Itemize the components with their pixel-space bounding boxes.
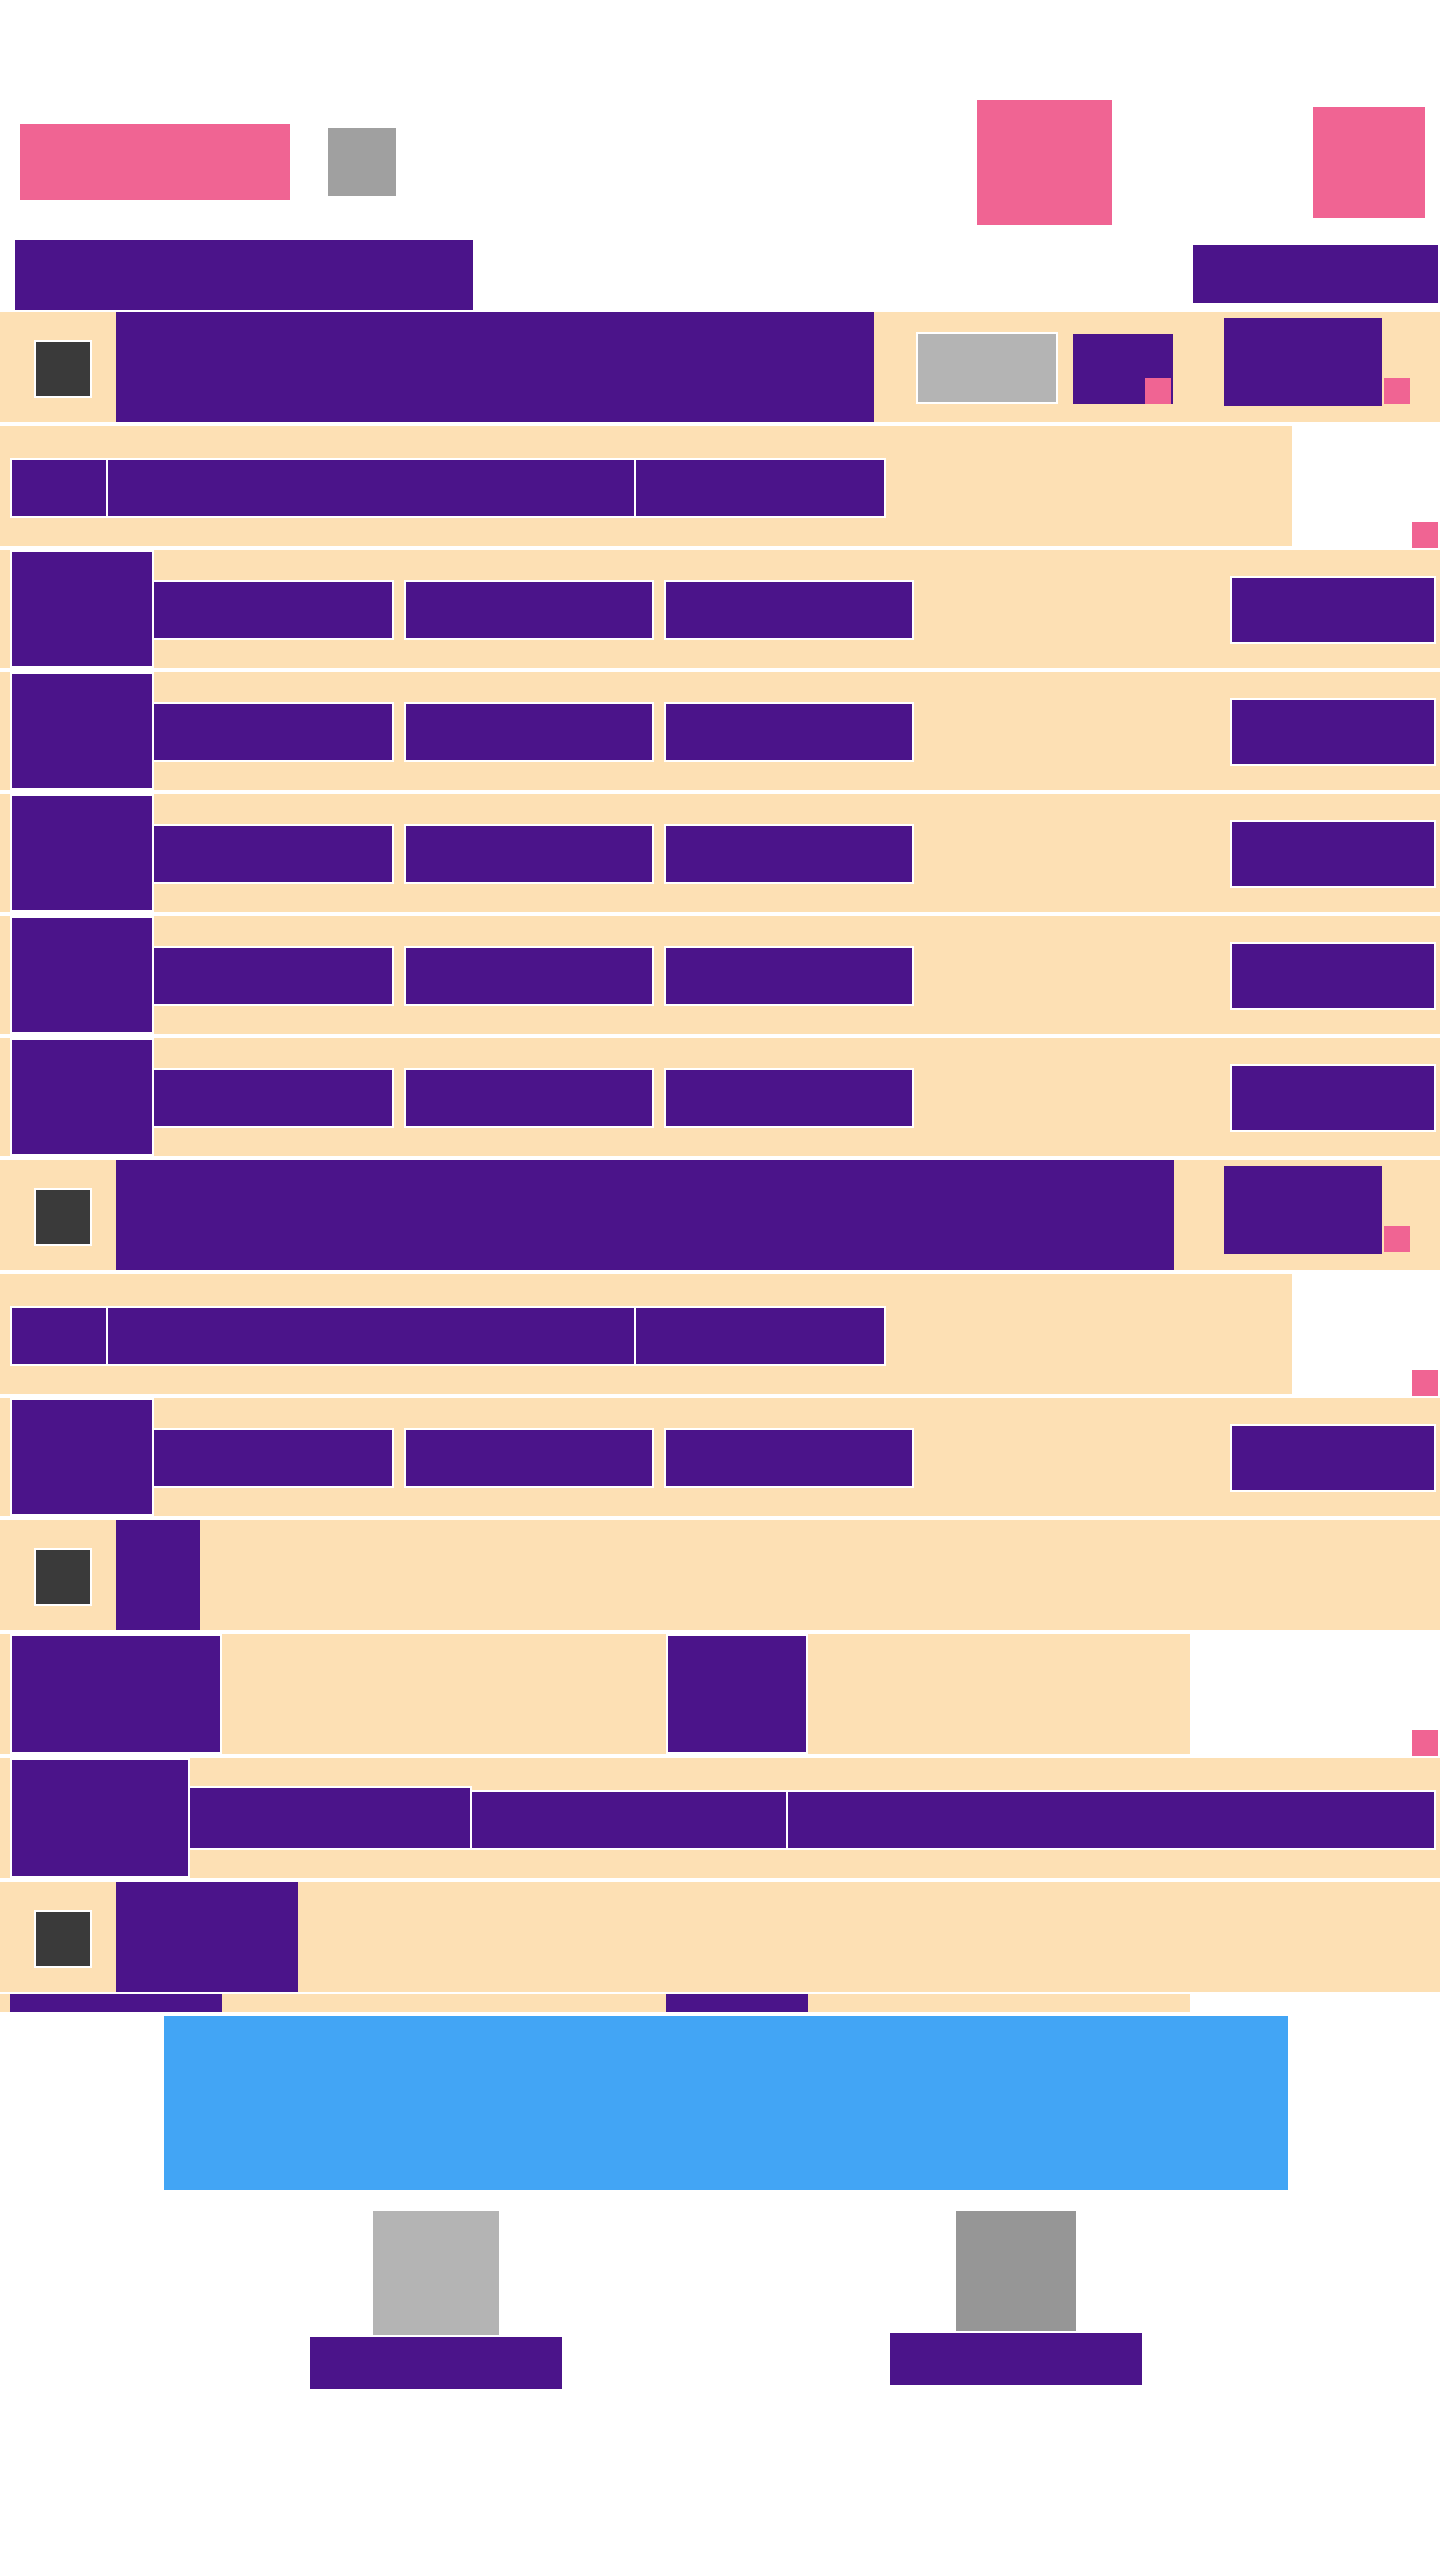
row-action-button[interactable]: [1230, 1064, 1436, 1132]
row-action-button[interactable]: [1230, 820, 1436, 888]
split-row[interactable]: [0, 1632, 1440, 1756]
row-action-button[interactable]: [1230, 942, 1436, 1010]
row-thumbnail: [10, 550, 154, 668]
row-cell: [404, 1068, 654, 1128]
row-cell: [664, 1428, 914, 1488]
row-cell: [664, 702, 914, 762]
section-icon: [34, 1188, 92, 1246]
column-header[interactable]: [634, 458, 886, 518]
column-header[interactable]: [106, 458, 636, 518]
scroll-handle[interactable]: [1412, 522, 1438, 548]
page-title: [15, 240, 473, 310]
row-cell: [664, 580, 914, 640]
row-cell: [152, 1068, 394, 1128]
section-header: [0, 310, 1440, 424]
row-cell: [664, 824, 914, 884]
scroll-track: [1190, 1994, 1440, 2012]
section-icon: [34, 1548, 92, 1606]
row-thumbnail: [10, 916, 154, 1034]
row-thumbnail: [10, 1038, 154, 1156]
triple-cell: [786, 1790, 1436, 1850]
triple-cell: [188, 1786, 472, 1850]
triple-cell: [470, 1790, 788, 1850]
row-action-button[interactable]: [1230, 1424, 1436, 1492]
row-cell: [404, 580, 654, 640]
column-header-row: [0, 424, 1440, 548]
section-icon: [34, 340, 92, 398]
column-header-row: [0, 1272, 1440, 1396]
banner-ad[interactable]: [164, 2016, 1288, 2190]
split-row-partial: [0, 1994, 1440, 2012]
column-header[interactable]: [634, 1306, 886, 1366]
table-row[interactable]: [0, 548, 1440, 670]
column-header[interactable]: [10, 1306, 108, 1366]
scroll-handle[interactable]: [1412, 1730, 1438, 1756]
section-title: [116, 312, 874, 422]
row-cell: [404, 824, 654, 884]
scroll-handle[interactable]: [1412, 1370, 1438, 1396]
section-secondary-button[interactable]: [1224, 318, 1382, 406]
row-cell: [664, 946, 914, 1006]
section-header: [0, 1158, 1440, 1272]
account-button[interactable]: [977, 100, 1112, 225]
split-cell: [10, 1994, 222, 2012]
section-title: [116, 1160, 1174, 1270]
table-row[interactable]: [0, 670, 1440, 792]
scroll-track[interactable]: [1190, 1634, 1440, 1758]
row-cell: [152, 946, 394, 1006]
notification-badge: [1384, 378, 1410, 404]
row-thumbnail: [10, 1398, 154, 1516]
row-thumbnail: [10, 794, 154, 912]
footer-right-icon[interactable]: [956, 2211, 1076, 2331]
footer-left-icon[interactable]: [373, 2211, 499, 2335]
notification-badge: [1384, 1226, 1410, 1252]
notification-badge: [1145, 378, 1171, 404]
section-title: [116, 1882, 298, 1992]
section-icon: [34, 1910, 92, 1968]
row-cell: [152, 580, 394, 640]
column-header[interactable]: [106, 1306, 636, 1366]
split-cell: [666, 1634, 808, 1754]
row-cell: [404, 702, 654, 762]
split-cell: [10, 1634, 222, 1754]
section-header: [0, 1880, 1440, 1994]
triple-row[interactable]: [0, 1756, 1440, 1880]
row-cell: [404, 1428, 654, 1488]
section-meta: [916, 332, 1058, 404]
column-header[interactable]: [10, 458, 108, 518]
row-cell: [152, 824, 394, 884]
row-action-button[interactable]: [1230, 576, 1436, 644]
toolbar-action-button[interactable]: [1193, 245, 1438, 303]
table-row[interactable]: [0, 792, 1440, 914]
section-title: [116, 1520, 200, 1630]
row-cell: [404, 946, 654, 1006]
row-action-button[interactable]: [1230, 698, 1436, 766]
table-row[interactable]: [0, 1036, 1440, 1158]
split-cell: [666, 1994, 808, 2012]
logo-icon: [328, 128, 396, 196]
section-action-button[interactable]: [1224, 1166, 1382, 1254]
row-cell: [152, 702, 394, 762]
row-cell: [152, 1428, 394, 1488]
table-row[interactable]: [0, 1396, 1440, 1518]
section-header: [0, 1518, 1440, 1632]
brand-block[interactable]: [20, 124, 290, 200]
triple-thumbnail: [10, 1758, 190, 1878]
footer-left-label[interactable]: [310, 2337, 562, 2389]
footer-right-label[interactable]: [890, 2333, 1142, 2385]
row-cell: [664, 1068, 914, 1128]
table-row[interactable]: [0, 914, 1440, 1036]
menu-button[interactable]: [1313, 107, 1425, 218]
row-thumbnail: [10, 672, 154, 790]
